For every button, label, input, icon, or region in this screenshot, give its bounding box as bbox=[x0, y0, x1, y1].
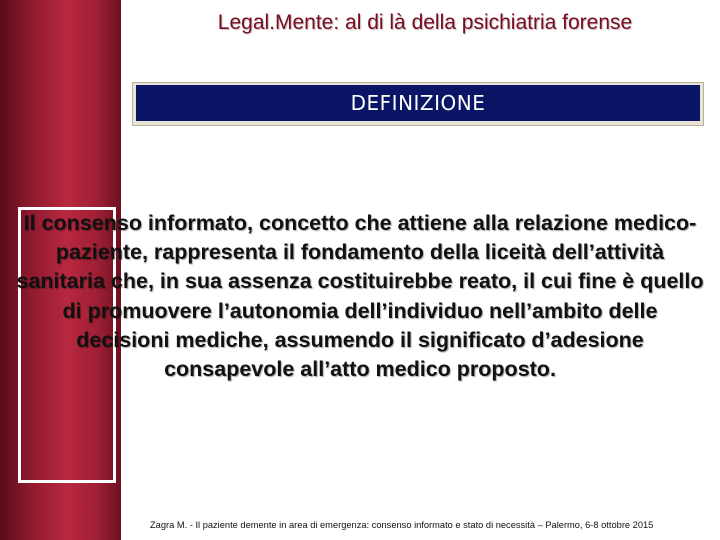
section-banner bbox=[136, 85, 700, 121]
footer-citation: Zagra M. - Il paziente demente in area di emergenza: consenso informato e stato di necessità – Palermo, 6-8 ottobre 2015 bbox=[150, 520, 654, 530]
definition-text: Il consenso informato, concetto che attiene alla relazione medico-paziente, rappresenta il fondamento della liceità dell’attività sanitaria che, in sua assenza costituirebbe reato, il cui fine è quello di promuovere l’autonomia dell’individuo nell’ambito delle decisioni mediche, assumendo il significato d’adesione consapevole all’atto medico proposto. bbox=[16, 211, 704, 382]
slide-title: Legal.Mente: al di là della psichiatria forense bbox=[217, 11, 633, 34]
banner-label: DEFINIZIONE bbox=[350, 91, 486, 115]
